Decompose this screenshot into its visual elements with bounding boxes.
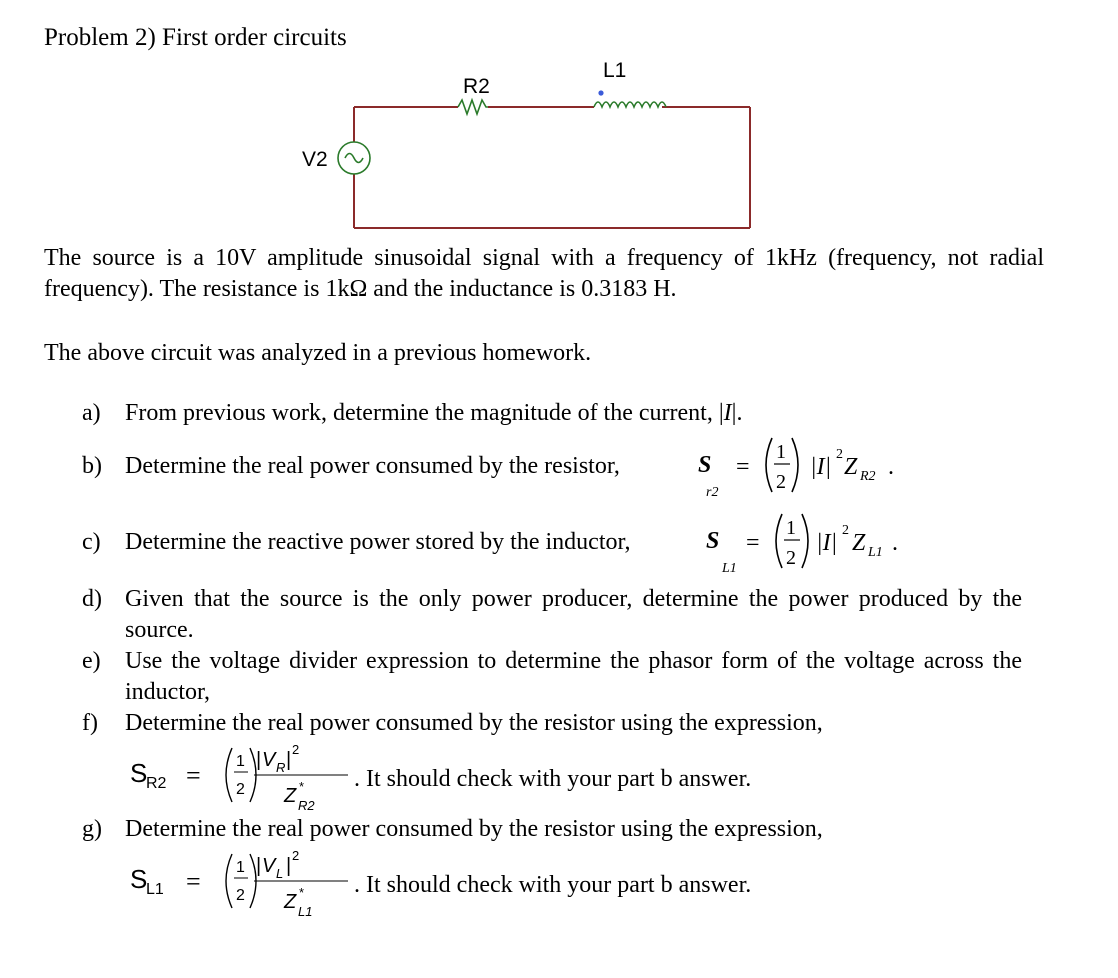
eq-g-den-star: * — [299, 885, 305, 900]
eq-b-exp: 2 — [836, 447, 843, 462]
eq-g-den-sub: L1 — [298, 904, 313, 919]
eq-g-den-z: Z — [284, 891, 297, 913]
item-g-label: g) — [82, 816, 102, 842]
eq-c-equals: = — [746, 530, 760, 556]
eq-b-s: S — [698, 452, 712, 478]
item-c-label: c) — [82, 529, 101, 555]
item-d-label: d) — [82, 586, 102, 612]
eq-b-z: Z — [844, 454, 858, 480]
item-d-text: Given that the source is the only power producer, determine the power produced by the source. — [125, 586, 1022, 643]
eq-g-s: S — [130, 864, 148, 894]
problem-description: The source is a 10V amplitude sinusoidal signal with a frequency of 1kHz (frequency, not radial frequency). The resistance is 1kΩ and the inductance is 0.3183 H. — [44, 245, 1044, 302]
item-b-equation — [690, 428, 930, 504]
eq-c-exp: 2 — [842, 523, 849, 538]
eq-c-one: 1 — [786, 517, 796, 539]
eq-b-paren-left — [766, 438, 772, 492]
eq-c-two: 2 — [786, 547, 796, 569]
item-a-label: a) — [82, 400, 101, 426]
item-f-equation — [126, 738, 386, 814]
inductor-dot — [598, 90, 603, 95]
eq-g-equals: = — [186, 867, 201, 896]
eq-f-den-sub: R2 — [298, 798, 315, 813]
eq-g-num-bar-r: | — [286, 855, 292, 877]
eq-f-den-z: Z — [284, 785, 297, 807]
item-e-text: Use the voltage divider expression to determine the phasor form of the voltage across the inductor, — [125, 648, 1022, 705]
eq-f-two: 2 — [236, 781, 245, 798]
eq-g-num-v: V — [262, 855, 276, 877]
item-g-equation — [126, 844, 386, 920]
eq-b-sub: r2 — [706, 485, 719, 500]
eq-c-paren-right — [802, 514, 808, 568]
eq-f-num-bar-l: | — [256, 749, 262, 771]
eq-g-two: 2 — [236, 887, 245, 904]
item-g-check: . It should check with your part b answer. — [354, 872, 752, 898]
eq-f-equals: = — [186, 761, 201, 790]
resistor-symbol — [458, 100, 488, 114]
eq-b-period: . — [888, 454, 894, 480]
item-c-equation — [700, 504, 930, 580]
item-b-label: b) — [82, 453, 102, 479]
circuit-wires — [354, 107, 750, 228]
label-l1: L1 — [603, 59, 627, 82]
eq-b-one: 1 — [776, 441, 786, 463]
eq-c-paren-left — [776, 514, 782, 568]
eq-c-z-sub: L1 — [868, 545, 883, 560]
eq-g-one: 1 — [236, 859, 245, 876]
item-a-text-prefix: From previous work, determine the magnitude of the current, | — [125, 400, 724, 426]
eq-f-s: S — [130, 758, 148, 788]
inductor-symbol — [594, 102, 666, 107]
eq-g-num-v-sub: L — [276, 866, 284, 881]
eq-c-period: . — [892, 530, 898, 556]
item-f-text: Determine the real power consumed by the resistor using the expression, — [125, 710, 823, 736]
eq-c-abs-i: |I| — [816, 530, 838, 556]
eq-b-abs-i: |I| — [810, 454, 832, 480]
item-f-label: f) — [82, 710, 98, 736]
eq-f-den-star: * — [299, 779, 305, 794]
eq-g-num-exp: 2 — [292, 848, 300, 863]
eq-f-num-exp: 2 — [292, 742, 300, 757]
eq-c-s: S — [706, 528, 720, 554]
label-r2: R2 — [463, 75, 490, 98]
eq-b-paren-right — [792, 438, 798, 492]
eq-c-z: Z — [852, 530, 866, 556]
eq-b-two: 2 — [776, 471, 786, 493]
problem-title: Problem 2) First order circuits — [44, 24, 347, 51]
eq-f-num-bar-r: | — [286, 749, 292, 771]
eq-g-s-sub: L1 — [146, 881, 164, 898]
label-v2: V2 — [302, 148, 328, 171]
item-c-text: Determine the reactive power stored by the inductor, — [125, 529, 631, 555]
eq-f-paren-left — [226, 748, 232, 802]
eq-b-equals: = — [736, 454, 750, 480]
eq-f-s-sub: R2 — [146, 775, 167, 792]
item-a-text-suffix: |. — [731, 400, 743, 426]
circuit-diagram — [0, 0, 1118, 240]
item-f-check: . It should check with your part b answer. — [354, 766, 752, 792]
context-paragraph: The above circuit was analyzed in a previous homework. — [44, 340, 592, 366]
item-b-text: Determine the real power consumed by the resistor, — [125, 453, 620, 479]
eq-f-num-v-sub: R — [276, 760, 286, 775]
item-a-text — [125, 398, 1022, 429]
item-e-label: e) — [82, 648, 101, 674]
eq-g-num-bar-l: | — [256, 855, 262, 877]
eq-f-one: 1 — [236, 753, 245, 770]
item-g-text: Determine the real power consumed by the resistor using the expression, — [125, 816, 823, 842]
item-a-var: I — [723, 400, 732, 426]
eq-f-num-v: V — [262, 749, 276, 771]
eq-g-paren-left — [226, 854, 232, 908]
eq-b-z-sub: R2 — [860, 469, 876, 484]
eq-c-sub: L1 — [722, 561, 737, 576]
